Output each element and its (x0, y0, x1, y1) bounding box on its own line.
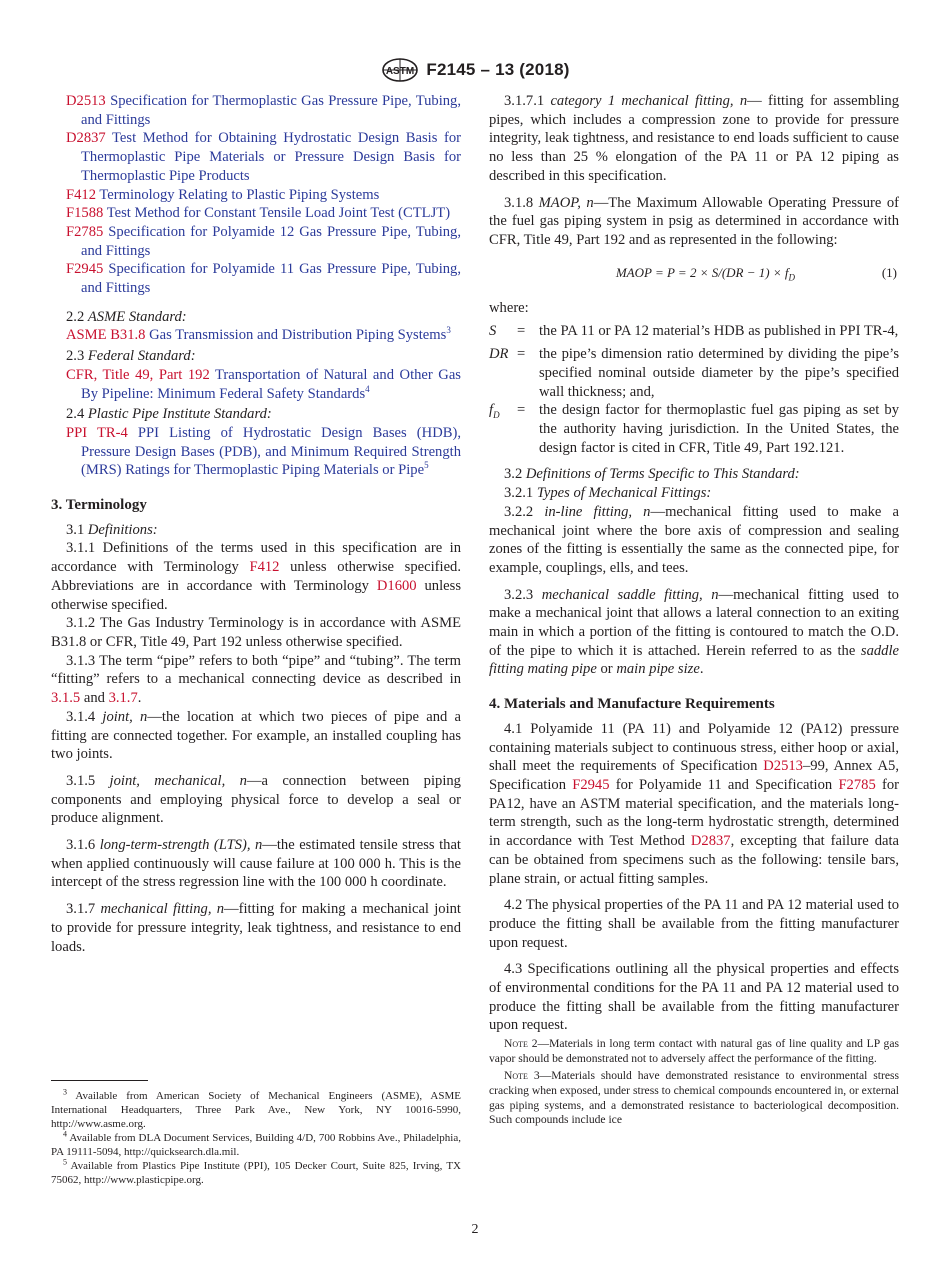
footnote-divider (51, 1080, 148, 1081)
note-2: Note 2—Materials in long term contact with natural gas of line quality and LP gas vapor should be demonstrated not to adversely affect the performance of the fitting. (489, 1037, 899, 1065)
section-3-1-2: 3.1.2 The Gas Industry Terminology is in accordance with ASME B31.8 or CFR, Title 49, Part 192 unless otherwise specified. (51, 615, 461, 650)
section-3-heading: 3. Terminology (51, 497, 147, 514)
ref-d2837[interactable]: D2837 Test Method for Obtaining Hydrostatic Design Basis for Thermoplastic Pipe Materials or Pressure Design Basis for Thermoplastic Pipe Products (66, 130, 461, 184)
link-3-1-5[interactable]: 3.1.5 (51, 690, 81, 707)
section-3-1-6: 3.1.6 long-term-strength (LTS), n—the estimated tensile stress that when applied continuously will cause failure at 100 000 h. This is the intercept of the stress regression line with the 100 000 h coordinate. (51, 837, 461, 891)
section-4-1: 4.1 Polyamide 11 (PA 11) and Polyamide 12 (PA12) pressure containing materials subject to continuous stress, either hoop or axial, shall meet the requirements of Specification D2513–99, Annex A5, Specification F2945 for Polyamide 11 and Specification F2785 for PA12, have an ASTM material specification, and the materials long-term strength, such as the long-term hydrostatic strength, determined in accordance with Test Method D2837, excepting that failure data can be obtained from specimens such as the following: tensile bars, plane strain, or actual fitting samples. (489, 720, 899, 887)
astm-logo-icon (380, 57, 420, 83)
page-number: 2 (471, 1222, 479, 1237)
definition-row: DR = the pipe’s dimension ratio determined by dividing the pipe’s specified nominal outside diameter by the pipe’s specified wall thickness; and, (489, 346, 899, 400)
note-3: Note 3—Materials should have demonstrated resistance to environmental stress cracking when exposed, under stress to chemical compounds encountered in, or external gas piping systems, and a demonstrated resistance to bacteriological decomposition. Such compounds include ice (489, 1069, 899, 1127)
ref-f2785[interactable]: F2785 Specification for Polyamide 12 Gas Pressure Pipe, Tubing, and Fittings (66, 223, 461, 259)
section-3-1-1: 3.1.1 Definitions of the terms used in this specification are in accordance with Terminology F412 unless otherwise specified. Abbreviations are in accordance with Terminology D1600 unless otherwise specified. (51, 540, 461, 613)
section-3-1-4: 3.1.4 joint, n—the location at which two pieces of pipe and a fitting are connected together. For example, an installed coupling has two joints. (51, 708, 462, 763)
definition-text: the PA 11 or PA 12 material’s HDB as published in PPI TR-4, (539, 322, 899, 339)
link-d2837[interactable]: D2837 (690, 833, 731, 850)
section-4-3: 4.3 Specifications outlining all the physical properties and effects of environmental conditions for the PA 11 and PA 12 material used to produce the fitting shall be available from the fitting manufacturer upon request. (489, 961, 899, 1034)
link-3-1-7[interactable]: 3.1.7 (108, 690, 138, 707)
left-column (51, 92, 461, 956)
footnote-5: $^5$ Available from Plastics Pipe Institute (PPI), 105 Decker Court, Suite 825, Irving, TX 75062, http://www.plasticpipe.org. (51, 1157, 461, 1186)
definition-text: the design factor for thermoplastic fuel gas piping as set by the authority having jurisdiction. In the United States, the design factor is cited in CFR, Title 49, Part 192.121. (539, 402, 899, 456)
definition-symbol: $f_D$ (489, 402, 500, 421)
section-2-4-heading: 2.4 Plastic Pipe Institute Standard: (66, 406, 272, 423)
section-3-1-5: 3.1.5 joint, mechanical, n—a connection between piping components and employing physical force to develop a seal or produce alignment. (51, 772, 461, 827)
referenced-documents-list (51, 92, 461, 298)
ref-cfr-title-49[interactable]: CFR, Title 49, Part 192 Transportation of Natural and Other Gas By Pipeline: Minimum Federal Safety Standards$^4$ (66, 366, 461, 402)
ref-ppi-tr-4[interactable]: PPI TR-4 PPI Listing of Hydrostatic Design Bases (HDB), Pressure Design Bases (PDB), and Minimum Required Strength (MRS) Ratings for Thermoplastic Piping Materials or Pipe$^5$ (66, 424, 461, 479)
right-column (489, 92, 899, 1128)
ref-f1588[interactable]: F1588 Test Method for Constant Tensile Load Joint Test (CTLJT) (66, 205, 451, 222)
section-3-1-8: 3.1.8 MAOP, n—The Maximum Allowable Operating Pressure of the fuel gas piping system in psig as determined in accordance with CFR, Title 49, Part 192 and as represented in the following: (489, 194, 899, 248)
ref-asme-b31-8[interactable]: ASME B31.8 Gas Transmission and Distribution Piping Systems$^3$ (66, 325, 451, 344)
link-d2513[interactable]: D2513 (763, 758, 803, 775)
section-3-1-7-1: 3.1.7.1 category 1 mechanical fitting, n— fitting for assembling pipes, which includes a compression zone to provide for pressure integrity, leak tightness, and resistance to end loads sufficient to cause no less than 25 % elongation of the PA 11 or PA 12 piping as described in this specification. (489, 93, 899, 184)
footnotes (51, 1089, 461, 1187)
section-3-2-3: 3.2.3 mechanical saddle fitting, n—mechanical fitting used to make a mechanical joint that allows a lateral connection to an exiting main in which a portion of the fitting is contoured to match the O.D. of the pipe to which it is attached. Herein referred to as the saddle fitting mating pipe or main pipe size. (489, 586, 899, 678)
section-3-2-heading: 3.2 Definitions of Terms Specific to This Standard: (504, 466, 800, 483)
footnote-4: $^4$ Available from DLA Document Services, Building 4/D, 700 Robbins Ave., Philadelphia, PA 19111-5094, http://quicksearch.dla.mil. (51, 1129, 461, 1158)
variable-definitions (489, 322, 899, 458)
section-3-1-3: 3.1.3 The term “pipe” refers to both “pipe” and “tubing”. The term “fitting” refers to a mechanical connecting device as described in 3.1.5 and 3.1.7. (51, 652, 461, 707)
section-3-1-7: 3.1.7 mechanical fitting, n—fitting for making a mechanical joint to provide for pressure integrity, leak tightness, and resistance to end loads. (51, 901, 461, 955)
definition-row: $f_D$ = the design factor for thermoplastic fuel gas piping as set by the authority having jurisdiction. In the United States, the design factor is cited in CFR, Title 49, Part 192.121. (489, 402, 899, 456)
page-header (0, 56, 950, 84)
ref-f412[interactable]: F412 Terminology Relating to Plastic Piping Systems (66, 186, 380, 203)
standard-designation: F2145 – 13 (2018) (426, 60, 570, 79)
footnote-3: $^3$ Available from American Society of Mechanical Engineers (ASME), ASME International Headquarters, Three Park Ave., New York, NY 10016-5990, http://www.asme.org. (51, 1087, 461, 1130)
link-f2945[interactable]: F2945 (572, 777, 610, 793)
link-f2785[interactable]: F2785 (838, 777, 876, 793)
definition-symbol: S (489, 322, 497, 339)
section-3-1-heading: 3.1 Definitions: (66, 521, 158, 538)
link-d1600[interactable]: D1600 (376, 577, 417, 594)
section-3-2-2: 3.2.2 in-line fitting, n—mechanical fitting used to make a mechanical joint where the bore axis of compression and sealing zones of the fitting is essentially the same as the connected pipe, for example, couplings, ells, and tees. (489, 503, 899, 576)
section-2-2-heading: 2.2 ASME Standard: (66, 308, 187, 325)
section-2-3-heading: 2.3 Federal Standard: (66, 348, 196, 365)
equation-formula: MAOP = $P = 2 \times S/(DR - 1) \times f_D$ (615, 264, 795, 283)
section-4-2: 4.2 The physical properties of the PA 11 and PA 12 material used to produce the fitting shall be available from the fitting manufacturer upon request. (489, 897, 899, 951)
definition-row: S = the PA 11 or PA 12 material’s HDB as published in PPI TR-4, (489, 322, 899, 346)
link-f412[interactable]: F412 (249, 559, 280, 576)
svg-text:ASTM: ASTM (386, 66, 415, 77)
section-3-2-1-heading: 3.2.1 Types of Mechanical Fittings: (504, 485, 712, 502)
ref-d2513[interactable]: D2513 Specification for Thermoplastic Gas Pressure Pipe, Tubing, and Fittings (66, 93, 461, 128)
definition-symbol: DR (489, 346, 509, 363)
ref-f2945[interactable]: F2945 Specification for Polyamide 11 Gas Pressure Pipe, Tubing, and Fittings (66, 261, 461, 297)
where-label: where: (489, 299, 529, 316)
equation-number: (1) (881, 264, 897, 280)
definition-text: the pipe’s dimension ratio determined by dividing the pipe’s specified nominal outside diameter by the pipe’s specified wall thickness; and, (539, 346, 899, 400)
section-4-heading: 4. Materials and Manufacture Requirements (489, 696, 775, 713)
maop-equation (489, 264, 899, 287)
